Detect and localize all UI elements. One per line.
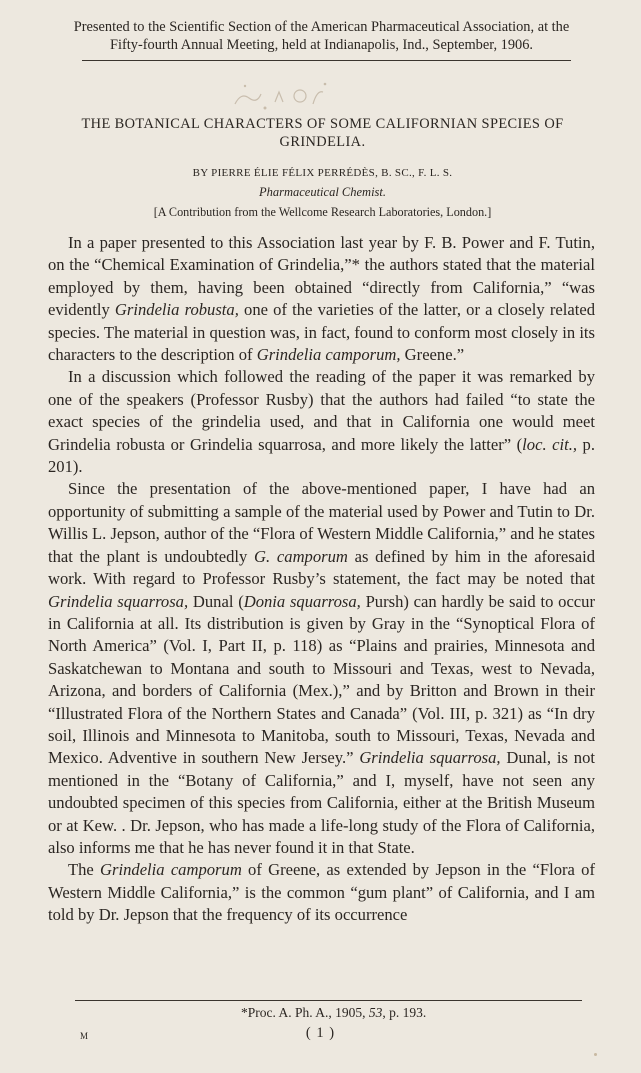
body-italic-run: Grindelia camporum [100,860,242,880]
body-italic-run: G. camporum [254,546,348,566]
contribution-note: [A Contribution from the Wellcome Research Laboratories, London.] [153,205,492,219]
body-text-run: Dunal ( [188,591,244,611]
footnote-prefix: *Proc. A. Ph. A., 1905, [241,1005,369,1020]
article-title-line-2: GRINDELIA. [279,134,366,150]
body-text-run: as defined by him in the aforesaid work. With regard to Professor Rusby’s statement, the fact may be noted that [48,546,596,589]
body-italic-run: Grindelia camporum, [256,345,401,365]
body-italic-run: loc. cit., [522,434,578,454]
footnote-volume: 53 [368,1005,383,1020]
body-text-run: Since the presentation of the above-mentioned paper, I have had an opportunity of submitting a sample of the material used by Power and Tutin to Dr. Willis L. Jepson, author of the “Flora of Western Middle California,” and he states that the plant is undoubtedly [48,479,595,566]
presentation-note [34,18,609,54]
body-paragraph [48,859,595,926]
author-byline: BY PIERRE ÉLIE FÉLIX PERRÉDÈS, B. SC., F. L. S. [192,167,453,179]
article-title [40,115,605,151]
body-text-run: of Greene, as extended by Jepson in the “Flora of Western Middle California,” is the common “gum plant” of California, and I am told by Dr. Jepson that the frequency of its occurrence [48,860,595,925]
body-text-run: p. 201). [48,434,595,477]
author-affiliation: Pharmaceutical Chemist. [258,185,387,199]
body-text-run: Dunal, is not mentioned in the “Botany of California,” and I, myself, have not seen any undoubted specimen of this species from California, either at the British Museum or at Kew. . Dr. Jepson, who has made a life-long study of the Flora of California, also informs me that he has never found it in that State. [48,748,595,857]
body-text-run: In a discussion which followed the reading of the paper it was remarked by one of the speakers (Professor Rusby) that the authors had failed “to state the exact species of the grindelia used, and that in California one would meet Grindelia robusta or Grindelia squarrosa, and more likely the latter” ( [48,367,595,454]
body-paragraph [48,366,595,478]
body-text-run: one of the varieties of the latter, or a closely related species. The material in question was, in fact, found to conform most closely in its characters to the description of [48,300,596,365]
body-italic-run: Grindelia robusta, [114,300,239,320]
presentation-note-line-1: Presented to the Scientific Section of the American Pharmaceutical Association, at the [73,19,570,35]
page-number: ( 1 ) [305,1025,336,1041]
body-italic-run: Grindelia squarrosa, [48,591,189,611]
body-paragraph [48,478,595,859]
footnote-suffix: , p. 193. [382,1005,427,1020]
body-text-run: In a paper presented to this Association last year by F. B. Power and F. Tutin, on the “Chemical Examination of Grindelia,”* the authors stated that the material employed by them, having been obtained “directly from California,” “was evidently [48,233,595,320]
presentation-note-line-2: Fifty-fourth Annual Meeting, held at Indianapolis, Ind., September, 1906. [109,37,534,53]
footnote [241,1004,426,1022]
body-text-run: The [68,860,101,880]
body-paragraph [48,232,595,366]
body-text-run: Pursh) can hardly be said to occur in California at all. Its distribution is given by Gray in the “Synoptical Flora of North America” (Vol. I, Part II, p. 118) as “Plains and prairies, Minnesota and Saskatchewan to Montana and south to Missouri and Texas, west to Nevada, Arizona, and borders of California (Mex.),” and by Britton and Brown in their “Illustrated Flora of the Northern States and Canada” (Vol. III, p. 321) as “In dry soil, Illinois and Minnesota to Manitoba, south to Missouri, Texas, Nevada and Mexico. Adventive in southern New Jersey.” [48,591,595,768]
header-rule [82,60,571,61]
library-stamp-mark [205,74,355,114]
body-italic-run: Grindelia squarrosa, [359,748,501,768]
article-title-line-1: THE BOTANICAL CHARACTERS OF SOME CALIFORNIAN SPECIES OF [81,116,564,132]
article-body [48,232,595,927]
paper-speck [594,1053,597,1056]
body-italic-run: Donia squarrosa, [243,591,361,611]
body-text-run: Greene.” [400,345,465,365]
footnote-rule [75,1000,582,1001]
signature-mark: M [80,1031,89,1041]
